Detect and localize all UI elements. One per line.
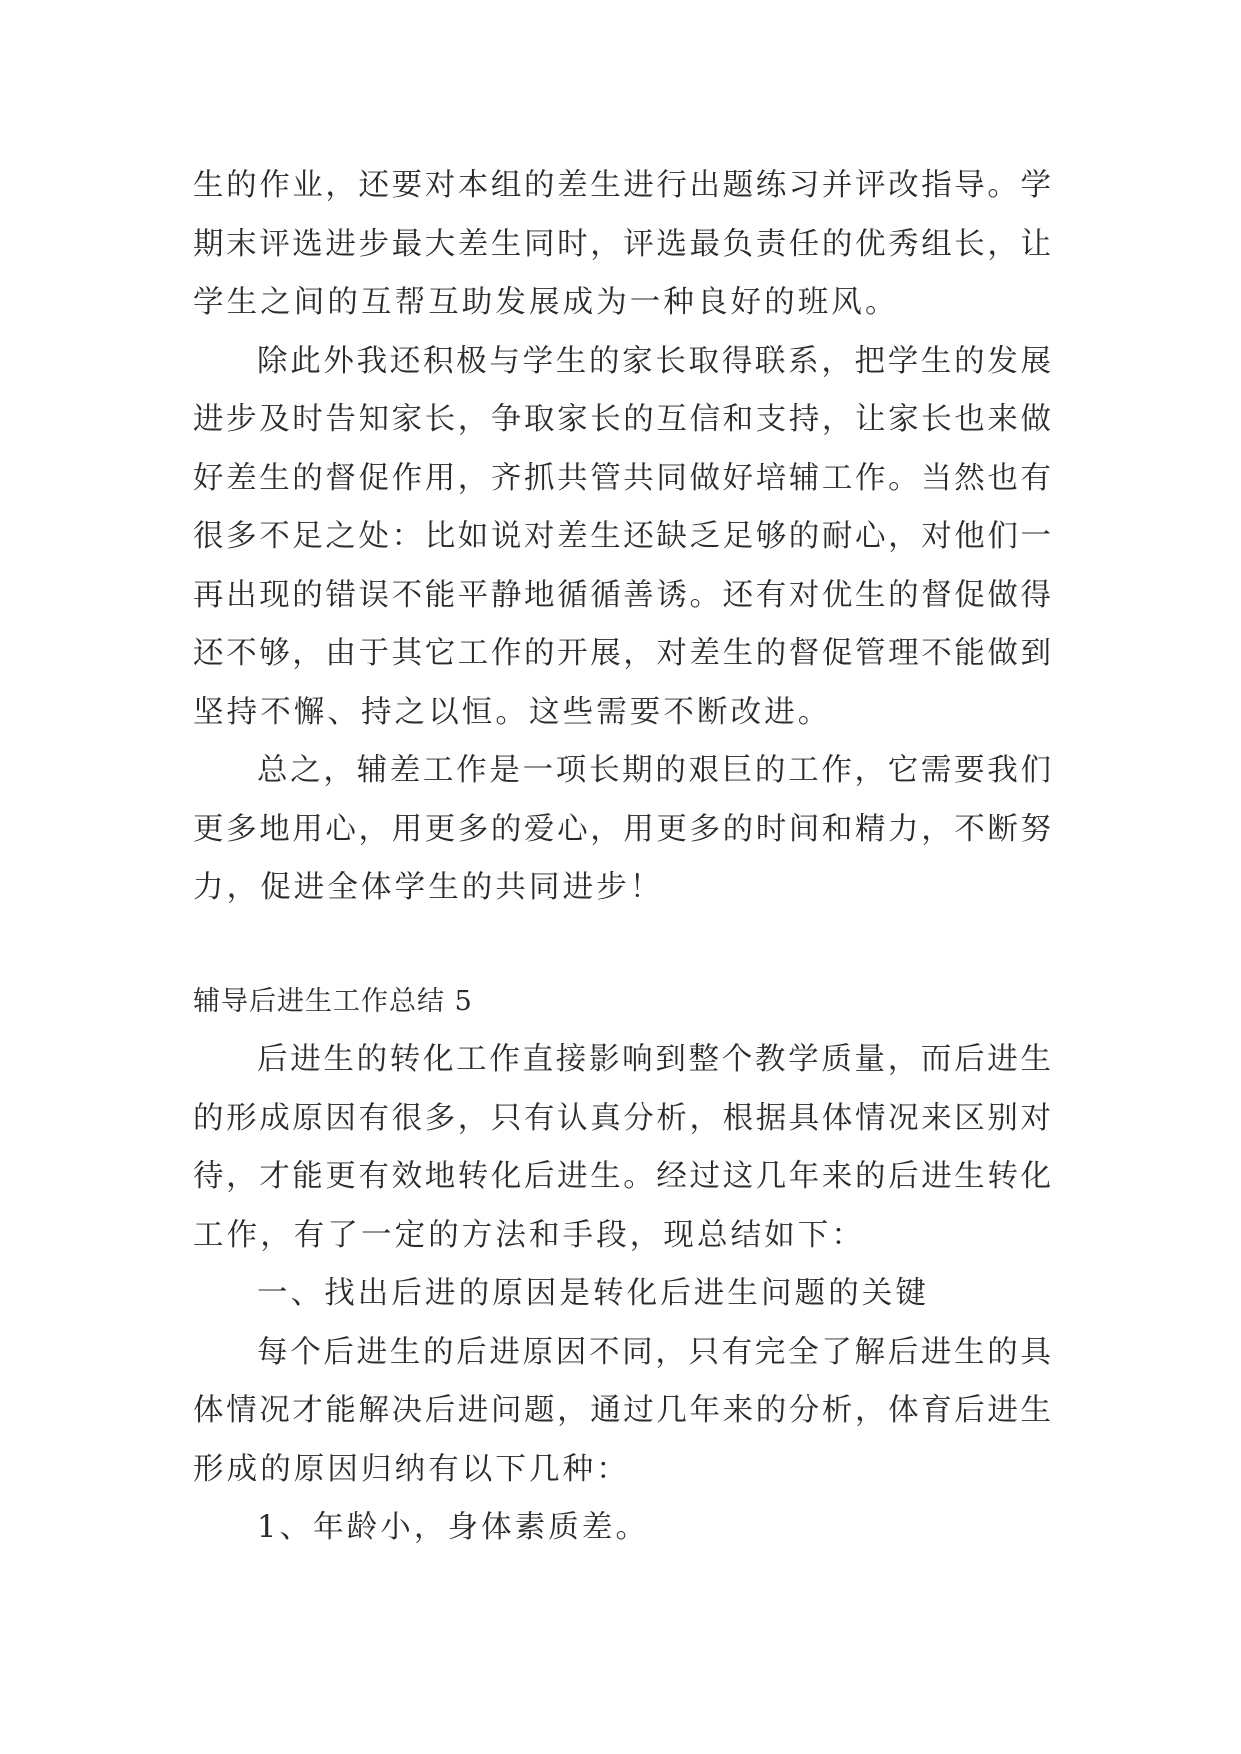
paragraph-group-1: [193, 157, 1051, 918]
text-line: 力，促进全体学生的共同进步！: [193, 870, 664, 905]
section-heading: 辅导后进生工作总结 5: [193, 985, 473, 1017]
paragraph: [193, 1324, 1051, 1500]
text-line: 除此外我还积极与学生的家长取得联系，把学生的发展: [257, 343, 1051, 379]
text-line: 学生之间的互帮互助发展成为一种良好的班风。: [193, 285, 899, 320]
text-line: 工作，有了一定的方法和手段，现总结如下：: [193, 1217, 865, 1253]
paragraph: [193, 333, 1051, 743]
text-line: 好差生的督促作用，齐抓共管共同做好培辅工作。当然也有: [193, 460, 1051, 496]
text-line: 形成的原因归纳有以下几种：: [193, 1451, 630, 1487]
paragraph: [193, 742, 1051, 918]
text-line: 后进生的转化工作直接影响到整个教学质量，而后进生: [257, 1042, 1051, 1077]
text-line: 总之，辅差工作是一项长期的艰巨的工作，它需要我们: [257, 753, 1051, 788]
text-line: 生的作业，还要对本组的差生进行出题练习并评改指导。学: [193, 168, 1051, 203]
text-line: 再出现的错误不能平静地循循善诱。还有对优生的督促做得: [193, 577, 1051, 613]
text-line: 的形成原因有很多，只有认真分析，根据具体情况来区别对: [193, 1100, 1051, 1136]
text-line: 进步及时告知家长，争取家长的互信和支持，让家长也来做: [193, 402, 1051, 437]
text-line: 坚持不懈、持之以恒。这些需要不断改进。: [193, 694, 832, 730]
text-line: 体情况才能解决后进问题，通过几年来的分析，体育后进生: [193, 1393, 1051, 1428]
text-line: 一、找出后进的原因是转化后进生问题的关键: [257, 1276, 929, 1311]
paragraph: [193, 1031, 1051, 1265]
text-line: 待，才能更有效地转化后进生。经过这几年来的后进生转化: [193, 1159, 1051, 1194]
text-line: 1、年龄小，身体素质差。: [257, 1510, 650, 1545]
text-line: 更多地用心，用更多的爱心，用更多的时间和精力，不断努: [193, 811, 1051, 847]
paragraph: [193, 157, 1051, 333]
text-line: 很多不足之处：比如说对差生还缺乏足够的耐心，对他们一: [193, 519, 1051, 554]
paragraph: [193, 1499, 1051, 1558]
text-line: 期末评选进步最大差生同时，评选最负责任的优秀组长，让: [193, 226, 1051, 262]
paragraph: [193, 1265, 1051, 1324]
paragraph-group-2: [193, 1031, 1051, 1558]
text-line: 每个后进生的后进原因不同，只有完全了解后进生的具: [257, 1334, 1051, 1370]
text-line: 还不够，由于其它工作的开展，对差生的督促管理不能做到: [193, 636, 1051, 671]
spacer: [193, 918, 1051, 973]
document-page: [193, 157, 1051, 1558]
